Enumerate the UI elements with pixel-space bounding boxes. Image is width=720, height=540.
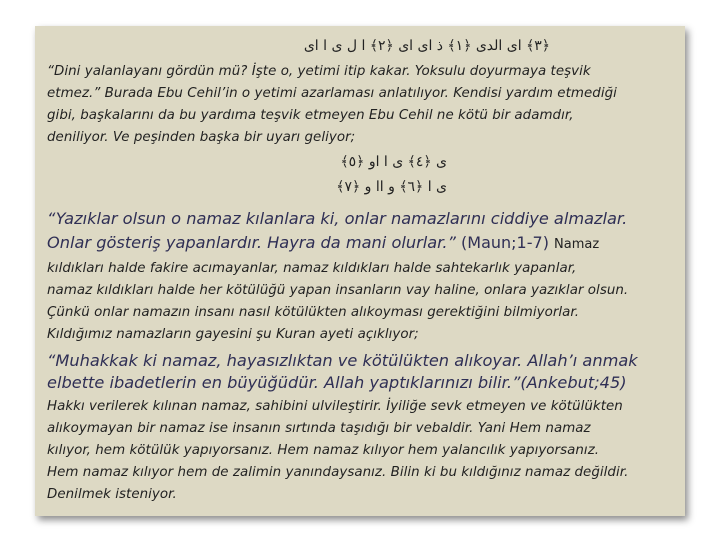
- paragraph-1-line-1: “Dini yalanlayanı gördün mü? İşte o, yetimi itip kakar. Yoksulu doyurmaya teşvik: [47, 64, 591, 79]
- quote-1-line-2: [47, 233, 599, 252]
- quote-2-line-2: elbette ibadetlerin en büyüğüdür. Allah yaptıklarınızı bilir.”(Ankebut;45): [47, 373, 627, 392]
- paragraph-3-line-3: kılıyor, hem kötülük yapıyorsanız. Hem namaz kılıyor hem yalancılık yapıyorsanız.: [47, 443, 600, 458]
- paragraph-1-line-4: deniliyor. Ve peşinden başka bir uyarı geliyor;: [47, 130, 356, 145]
- quote-1-line-1: “Yazıklar olsun o namaz kılanlara ki, onlar namazlarını ciddiye almazlar.: [47, 209, 628, 228]
- quote-1-text: Onlar gösteriş yapanlardır. Hayra da mani olurlar.”: [47, 233, 462, 252]
- paragraph-3-line-2: alıkoymayan bir namaz ise insanın sırtında taşıdığı bir vebaldir. Yani Hem namaz: [47, 421, 591, 436]
- arabic-verse-line-2: ی ﴿٤﴾ ی ا او ﴿٥﴾: [340, 154, 447, 170]
- paragraph-2-line-1: kıldıkları halde fakire acımayanlar, namaz kıldıkları halde sahtekarlık yapanlar,: [47, 261, 577, 276]
- paragraph-1-line-3: gibi, başkalarını da bu yardıma teşvik etmeyen Ebu Cehil ne kötü bir adamdır,: [47, 108, 574, 123]
- paragraph-3-line-1: Hakkı verilerek kılınan namaz, sahibini ulvileştirir. İyiliğe sevk etmeyen ve kötülükten: [47, 399, 623, 414]
- paragraph-2-line-3: Çünkü onlar namazın insanı nasıl kötülükten alıkoyması gerektiğini bilmiyorlar.: [47, 305, 580, 320]
- paragraph-2-line-2: namaz kıldıkları halde her kötülüğü yapan insanların vay haline, onlara yazıklar olsun.: [47, 283, 629, 298]
- arabic-verse-line-3: ی ا ﴿٦﴾ و اا و ﴿٧﴾: [336, 179, 447, 195]
- arabic-verse-line-1: ﴿٣﴾ ای الدی ﴿١﴾ ذ ای ای ﴿٢﴾ ا ل ی ا ای: [303, 38, 550, 54]
- paragraph-3-line-5: Denilmek isteniyor.: [47, 487, 177, 502]
- quote-2-line-1: “Muhakkak ki namaz, hayasızlıktan ve kötülükten alıkoyar. Allah’ı anmak: [47, 351, 638, 370]
- paragraph-2-lead-word: Namaz: [554, 237, 600, 252]
- paragraph-1-line-2: etmez.” Burada Ebu Cehil’in o yetimi azarlaması anlatılıyor. Kendisi yardım etmediği: [47, 86, 617, 101]
- paragraph-2-line-4: Kıldığımız namazların gayesini şu Kuran ayeti açıklıyor;: [47, 327, 419, 342]
- quote-1-reference: (Maun;1-7): [461, 233, 555, 252]
- text-card: [35, 26, 685, 516]
- paragraph-3-line-4: Hem namaz kılıyor hem de zalimin yanındaysanız. Bilin ki bu kıldığınız namaz değildir.: [47, 465, 629, 480]
